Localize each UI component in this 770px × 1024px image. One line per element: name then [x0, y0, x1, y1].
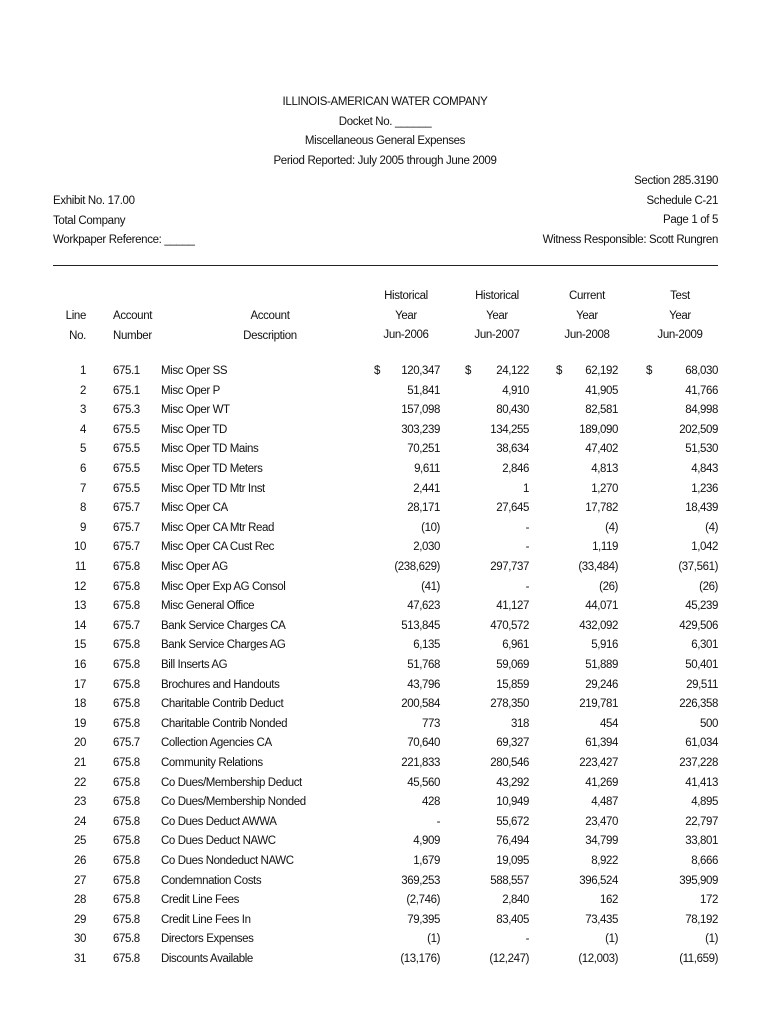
value-jun2009-cell: 45,239: [685, 600, 718, 613]
line-number-cell: 26: [74, 855, 86, 867]
value-jun2007-cell: 588,557: [490, 874, 529, 887]
account-number-cell: 675.7: [113, 619, 140, 632]
value-jun2007-cell: 69,327: [496, 737, 529, 750]
value-jun2009-cell: (4): [705, 521, 718, 534]
value-jun2008-cell: 454: [600, 717, 618, 730]
value-jun2007-cell: 83,405: [496, 913, 529, 926]
account-description-cell: Co Dues Nondeduct NAWC: [161, 855, 294, 867]
value-jun2009-cell: 33,801: [685, 835, 718, 848]
account-description-cell: Misc Oper CA Cust Rec: [161, 541, 275, 554]
value-jun2009-cell: 41,766: [685, 384, 718, 397]
table-row: [0, 522, 770, 542]
value-jun2007-cell: 1: [523, 482, 529, 495]
account-description-cell: Misc Oper CA Mtr Read: [161, 521, 275, 534]
value-jun2007-cell: 24,122: [496, 365, 529, 377]
value-jun2008-cell: 17,782: [585, 502, 618, 515]
line-number-cell: 29: [74, 913, 86, 926]
account-description-cell: Condemnation Costs: [161, 874, 262, 887]
value-jun2006-cell: 773: [422, 717, 440, 730]
account-number-cell: 675.8: [113, 855, 140, 867]
table-row: [0, 561, 770, 581]
account-number-cell: 675.5: [113, 482, 140, 495]
table-row: [0, 816, 770, 836]
account-description-cell: Credit Line Fees: [161, 894, 239, 907]
line-number-cell: 19: [74, 717, 86, 730]
line-number-cell: 21: [74, 757, 86, 769]
value-jun2008-cell: 4,813: [591, 463, 618, 475]
value-jun2007-cell: 76,494: [496, 835, 529, 848]
currency-symbol-2006: $: [374, 365, 381, 377]
line-number-cell: 25: [74, 835, 86, 848]
table-row: [0, 679, 770, 699]
value-jun2008-cell: 5,916: [591, 639, 618, 652]
reporting-period: Period Reported: July 2005 through June 2009: [273, 154, 497, 167]
value-jun2007-cell: 470,572: [490, 619, 529, 632]
value-jun2007-cell: -: [525, 521, 529, 534]
table-row: [0, 659, 770, 679]
value-jun2008-cell: 432,092: [579, 619, 618, 632]
value-jun2006-cell: 2,441: [413, 482, 440, 495]
column-header-test2009-1: Test: [670, 290, 690, 302]
line-number-cell: 31: [74, 953, 86, 965]
column-header-account-2: Number: [113, 329, 152, 342]
line-number-cell: 1: [80, 365, 86, 377]
column-header-historical-2006: [366, 287, 446, 346]
table-row: [0, 796, 770, 816]
line-number-cell: 5: [80, 443, 86, 456]
value-jun2006-cell: 1,679: [413, 855, 440, 867]
value-jun2006-cell: 4,909: [413, 835, 440, 848]
account-number-cell: 675.8: [113, 913, 140, 926]
document-title-block: [0, 93, 770, 171]
column-header-hist2006-1: Historical: [384, 290, 428, 302]
column-header-hist2007-1: Historical: [475, 290, 519, 302]
currency-symbol-2007: $: [465, 365, 472, 377]
value-jun2008-cell: 4,487: [591, 796, 618, 809]
value-jun2007-cell: 19,095: [496, 855, 529, 867]
account-description-cell: Collection Agencies CA: [161, 737, 272, 750]
account-number-cell: 675.7: [113, 541, 140, 554]
column-header-account: [113, 307, 152, 346]
line-number-cell: 4: [80, 423, 86, 436]
account-number-cell: 675.8: [113, 717, 140, 730]
account-number-cell: 675.1: [113, 365, 140, 377]
value-jun2009-cell: 61,034: [685, 737, 718, 750]
exhibit-number: Exhibit No. 17.00: [53, 195, 135, 207]
value-jun2008-cell: (12,003): [578, 953, 618, 965]
table-row: [0, 502, 770, 522]
value-jun2006-cell: 157,098: [401, 404, 440, 417]
table-row: [0, 718, 770, 738]
value-jun2008-cell: 82,581: [585, 404, 618, 417]
account-number-cell: 675.8: [113, 639, 140, 652]
value-jun2006-cell: 2,030: [413, 541, 440, 554]
value-jun2009-cell: 1,042: [691, 541, 718, 554]
account-number-cell: 675.8: [113, 600, 140, 613]
witness-responsible: Witness Responsible: Scott Rungren: [542, 233, 718, 246]
column-header-hist2007-2: Year: [486, 309, 508, 322]
value-jun2006-cell: 45,560: [407, 776, 440, 789]
section-number: Section 285.3190: [634, 175, 718, 187]
value-jun2006-cell: (41): [421, 580, 440, 593]
value-jun2009-cell: 78,192: [685, 913, 718, 926]
value-jun2009-cell: 50,401: [685, 659, 718, 671]
table-row: [0, 698, 770, 718]
line-number-cell: 17: [74, 678, 86, 691]
value-jun2008-cell: 29,246: [585, 678, 618, 691]
line-number-cell: 23: [74, 796, 86, 809]
account-number-cell: 675.5: [113, 443, 140, 456]
value-jun2006-cell: (2,746): [406, 894, 440, 907]
account-description-cell: Co Dues Deduct NAWC: [161, 835, 276, 848]
value-jun2007-cell: 280,546: [490, 757, 529, 769]
value-jun2009-cell: 4,895: [691, 796, 718, 809]
value-jun2009-cell: 6,301: [691, 639, 718, 652]
line-number-cell: 2: [80, 384, 86, 397]
value-jun2007-cell: 6,961: [502, 639, 529, 652]
value-jun2006-cell: (238,629): [394, 561, 440, 573]
line-number-cell: 13: [74, 600, 86, 613]
value-jun2007-cell: 55,672: [496, 815, 529, 828]
account-description-cell: Credit Line Fees In: [161, 913, 251, 926]
account-number-cell: 675.8: [113, 678, 140, 691]
value-jun2009-cell: 29,511: [686, 678, 718, 691]
line-number-cell: 27: [74, 874, 86, 887]
value-jun2008-cell: 396,524: [579, 874, 618, 887]
value-jun2007-cell: 278,350: [490, 698, 529, 711]
value-jun2008-cell: 61,394: [585, 737, 618, 750]
account-number-cell: 675.8: [113, 757, 140, 769]
account-description-cell: Misc Oper CA: [161, 502, 228, 515]
account-description-cell: Misc General Office: [161, 600, 255, 613]
account-description-cell: Misc Oper P: [161, 384, 220, 397]
account-description-cell: Charitable Contrib Deduct: [161, 698, 284, 711]
schedule-number: Schedule C-21: [646, 194, 718, 207]
value-jun2009-cell: 202,509: [679, 423, 718, 436]
company-name: ILLINOIS-AMERICAN WATER COMPANY: [282, 96, 488, 108]
line-number-cell: 10: [74, 541, 86, 554]
value-jun2007-cell: (12,247): [489, 953, 529, 965]
account-description-cell: Co Dues/Membership Nonded: [161, 796, 306, 809]
value-jun2007-cell: 43,292: [496, 776, 529, 789]
account-description-cell: Misc Oper WT: [161, 404, 230, 417]
currency-symbol-2008: $: [556, 365, 563, 377]
account-description-cell: Misc Oper TD Mtr Inst: [161, 482, 265, 495]
line-number-cell: 22: [74, 776, 86, 789]
value-jun2008-cell: 47,402: [585, 443, 618, 456]
account-description-cell: Charitable Contrib Nonded: [161, 717, 288, 730]
value-jun2008-cell: 189,090: [579, 423, 618, 436]
account-description-cell: Bank Service Charges AG: [161, 639, 286, 652]
value-jun2006-cell: 9,611: [414, 463, 440, 475]
line-number-cell: 14: [74, 619, 86, 632]
column-header-description: [230, 307, 310, 346]
table-row: [0, 757, 770, 777]
account-number-cell: 675.8: [113, 874, 140, 887]
column-header-hist2006-2: Year: [395, 309, 417, 322]
value-jun2009-cell: 41,413: [685, 776, 718, 789]
account-number-cell: 675.8: [113, 580, 140, 593]
value-jun2008-cell: 51,889: [585, 659, 618, 671]
account-number-cell: 675.5: [113, 463, 140, 475]
line-number-cell: 15: [74, 639, 86, 652]
line-number-cell: 9: [80, 521, 86, 534]
value-jun2006-cell: 51,768: [407, 659, 440, 671]
value-jun2008-cell: 23,470: [585, 815, 618, 828]
value-jun2007-cell: 41,127: [496, 600, 529, 613]
account-number-cell: 675.1: [113, 384, 140, 397]
value-jun2006-cell: 70,251: [407, 443, 440, 456]
account-description-cell: Misc Oper TD Mains: [161, 443, 259, 456]
account-number-cell: 675.7: [113, 502, 140, 515]
line-number-cell: 28: [74, 894, 86, 907]
docket-number: Docket No. ______: [338, 115, 432, 128]
value-jun2008-cell: (33,484): [578, 561, 618, 573]
line-number-cell: 11: [74, 561, 86, 573]
value-jun2008-cell: 73,435: [585, 913, 618, 926]
value-jun2008-cell: 223,427: [579, 757, 618, 769]
line-number-cell: 7: [80, 482, 86, 495]
table-row: [0, 639, 770, 659]
table-row: [0, 894, 770, 914]
line-number-cell: 3: [80, 404, 86, 417]
table-row: [0, 737, 770, 757]
table-row: [0, 600, 770, 620]
value-jun2006-cell: (13,176): [400, 953, 440, 965]
value-jun2009-cell: 172: [700, 894, 718, 907]
value-jun2007-cell: 134,255: [490, 423, 529, 436]
value-jun2007-cell: -: [525, 933, 529, 946]
value-jun2007-cell: 59,069: [496, 659, 529, 671]
account-number-cell: 675.8: [113, 894, 140, 907]
column-header-test-2009: [640, 287, 720, 346]
account-number-cell: 675.8: [113, 561, 140, 573]
table-row: [0, 483, 770, 503]
scope-label: Total Company: [53, 214, 126, 227]
value-jun2009-cell: 226,358: [679, 698, 718, 711]
account-number-cell: 675.8: [113, 659, 140, 671]
column-header-account-1: Account: [113, 310, 153, 322]
column-header-hist2007-3: Jun-2007: [474, 329, 520, 342]
column-header-line-1: Line: [65, 310, 86, 322]
value-jun2009-cell: 18,439: [685, 502, 718, 515]
column-header-historical-2007: [457, 287, 537, 346]
table-row: [0, 855, 770, 875]
column-header-curr2008-1: Current: [569, 290, 605, 302]
value-jun2008-cell: 62,192: [585, 365, 618, 377]
line-number-cell: 20: [74, 737, 86, 750]
table-row: [0, 835, 770, 855]
column-header-test2009-2: Year: [669, 309, 691, 322]
value-jun2009-cell: 500: [700, 717, 718, 730]
value-jun2007-cell: 38,634: [496, 443, 529, 456]
account-description-cell: Bank Service Charges CA: [161, 619, 286, 632]
header-divider: [53, 265, 718, 266]
value-jun2009-cell: (37,561): [678, 561, 718, 573]
value-jun2006-cell: 6,135: [413, 639, 440, 652]
value-jun2006-cell: 120,347: [401, 365, 440, 377]
value-jun2008-cell: 34,799: [585, 835, 618, 848]
table-row: [0, 875, 770, 895]
value-jun2009-cell: 4,843: [691, 463, 718, 475]
value-jun2006-cell: 70,640: [407, 737, 440, 750]
column-header-description-1: Account: [250, 310, 290, 322]
table-row: [0, 404, 770, 424]
table-row: [0, 463, 770, 483]
value-jun2006-cell: 200,584: [401, 698, 440, 711]
value-jun2006-cell: (10): [421, 521, 440, 534]
line-number-cell: 24: [74, 815, 86, 828]
value-jun2007-cell: 2,846: [502, 463, 529, 475]
table-row: [0, 581, 770, 601]
line-number-cell: 8: [80, 502, 86, 515]
table-row: [0, 541, 770, 561]
column-header-curr2008-2: Year: [576, 309, 598, 322]
value-jun2006-cell: 369,253: [401, 874, 440, 887]
currency-symbol-2009: $: [646, 365, 653, 377]
line-number-cell: 6: [80, 463, 86, 475]
value-jun2007-cell: 27,645: [496, 502, 529, 515]
value-jun2006-cell: 43,796: [407, 678, 440, 691]
value-jun2008-cell: 1,270: [591, 482, 618, 495]
account-number-cell: 675.8: [113, 933, 140, 946]
column-header-description-2: Description: [243, 329, 297, 342]
line-number-cell: 12: [74, 580, 86, 593]
value-jun2009-cell: 84,998: [685, 404, 718, 417]
value-jun2008-cell: 44,071: [585, 600, 618, 613]
value-jun2008-cell: 41,905: [585, 384, 618, 397]
value-jun2007-cell: 80,430: [496, 404, 529, 417]
exhibit-header: [53, 192, 195, 251]
account-number-cell: 675.8: [113, 776, 140, 789]
value-jun2008-cell: (26): [599, 580, 618, 593]
column-header-line: [66, 307, 86, 346]
account-number-cell: 675.3: [113, 404, 140, 417]
value-jun2008-cell: 41,269: [585, 776, 618, 789]
value-jun2007-cell: -: [525, 541, 529, 554]
account-number-cell: 675.8: [113, 815, 140, 828]
account-description-cell: Co Dues/Membership Deduct: [161, 776, 302, 789]
value-jun2009-cell: 1,236: [691, 482, 718, 495]
value-jun2007-cell: 10,949: [496, 796, 529, 809]
account-description-cell: Misc Oper TD: [161, 423, 227, 436]
line-number-cell: 30: [74, 933, 86, 946]
account-number-cell: 675.8: [113, 698, 140, 711]
value-jun2006-cell: 513,845: [401, 619, 440, 632]
account-number-cell: 675.5: [113, 423, 140, 436]
value-jun2009-cell: (1): [705, 933, 718, 946]
workpaper-reference: Workpaper Reference: _____: [53, 234, 195, 247]
line-number-cell: 18: [74, 698, 86, 711]
column-header-current-2008: [547, 287, 627, 346]
value-jun2006-cell: 221,833: [401, 757, 440, 769]
value-jun2009-cell: (26): [699, 580, 718, 593]
value-jun2007-cell: 2,840: [502, 894, 529, 907]
account-description-cell: Directors Expenses: [161, 933, 254, 946]
account-number-cell: 675.8: [113, 835, 140, 848]
table-row: [0, 777, 770, 797]
table-row: [0, 385, 770, 405]
value-jun2009-cell: 237,228: [679, 757, 718, 769]
account-number-cell: 675.7: [113, 737, 140, 750]
table-row: [0, 424, 770, 444]
column-header-curr2008-3: Jun-2008: [564, 329, 610, 342]
value-jun2009-cell: (11,659): [679, 953, 718, 965]
account-description-cell: Co Dues Deduct AWWA: [161, 815, 277, 828]
account-description-cell: Community Relations: [161, 757, 263, 769]
page-number: Page 1 of 5: [663, 214, 718, 227]
column-header-hist2006-3: Jun-2006: [383, 329, 429, 342]
value-jun2008-cell: (4): [605, 521, 618, 534]
value-jun2006-cell: -: [436, 815, 440, 828]
value-jun2009-cell: 22,797: [685, 815, 718, 828]
value-jun2009-cell: 51,530: [685, 443, 718, 456]
value-jun2007-cell: 15,859: [496, 678, 529, 691]
account-description-cell: Discounts Available: [161, 953, 253, 965]
value-jun2007-cell: -: [525, 580, 529, 593]
value-jun2009-cell: 429,506: [679, 619, 718, 632]
value-jun2007-cell: 318: [511, 717, 529, 730]
value-jun2008-cell: 8,922: [591, 855, 618, 867]
value-jun2008-cell: 1,119: [592, 541, 618, 554]
account-number-cell: 675.7: [113, 521, 140, 534]
value-jun2007-cell: 4,910: [502, 384, 529, 397]
value-jun2008-cell: (1): [605, 933, 618, 946]
value-jun2009-cell: 8,666: [691, 855, 718, 867]
value-jun2009-cell: 395,909: [679, 874, 718, 887]
value-jun2009-cell: 68,030: [685, 365, 718, 377]
table-row: [0, 914, 770, 934]
account-description-cell: Misc Oper TD Meters: [161, 463, 263, 475]
account-description-cell: Misc Oper Exp AG Consol: [161, 580, 286, 593]
account-description-cell: Brochures and Handouts: [161, 678, 280, 691]
value-jun2006-cell: 28,171: [407, 502, 440, 515]
table-row: [0, 443, 770, 463]
account-number-cell: 675.8: [113, 796, 140, 809]
account-description-cell: Misc Oper AG: [161, 561, 228, 573]
line-number-cell: 16: [74, 659, 86, 671]
value-jun2006-cell: 47,623: [407, 600, 440, 613]
table-row: [0, 365, 770, 385]
column-header-line-2: No.: [69, 329, 86, 342]
account-description-cell: Bill Inserts AG: [161, 659, 228, 671]
account-description-cell: Misc Oper SS: [161, 365, 228, 377]
value-jun2006-cell: 51,841: [407, 384, 440, 397]
value-jun2006-cell: 303,239: [401, 423, 440, 436]
value-jun2006-cell: 428: [422, 796, 440, 809]
value-jun2006-cell: 79,395: [407, 913, 440, 926]
account-number-cell: 675.8: [113, 953, 140, 965]
value-jun2007-cell: 297,737: [490, 561, 529, 573]
table-row: [0, 620, 770, 640]
column-header-test2009-3: Jun-2009: [657, 329, 703, 342]
value-jun2008-cell: 162: [600, 894, 618, 907]
schedule-subject: Miscellaneous General Expenses: [304, 135, 466, 148]
table-row: [0, 953, 770, 973]
schedule-header: [543, 172, 718, 250]
table-row: [0, 933, 770, 953]
value-jun2008-cell: 219,781: [579, 698, 618, 711]
value-jun2006-cell: (1): [427, 933, 440, 946]
